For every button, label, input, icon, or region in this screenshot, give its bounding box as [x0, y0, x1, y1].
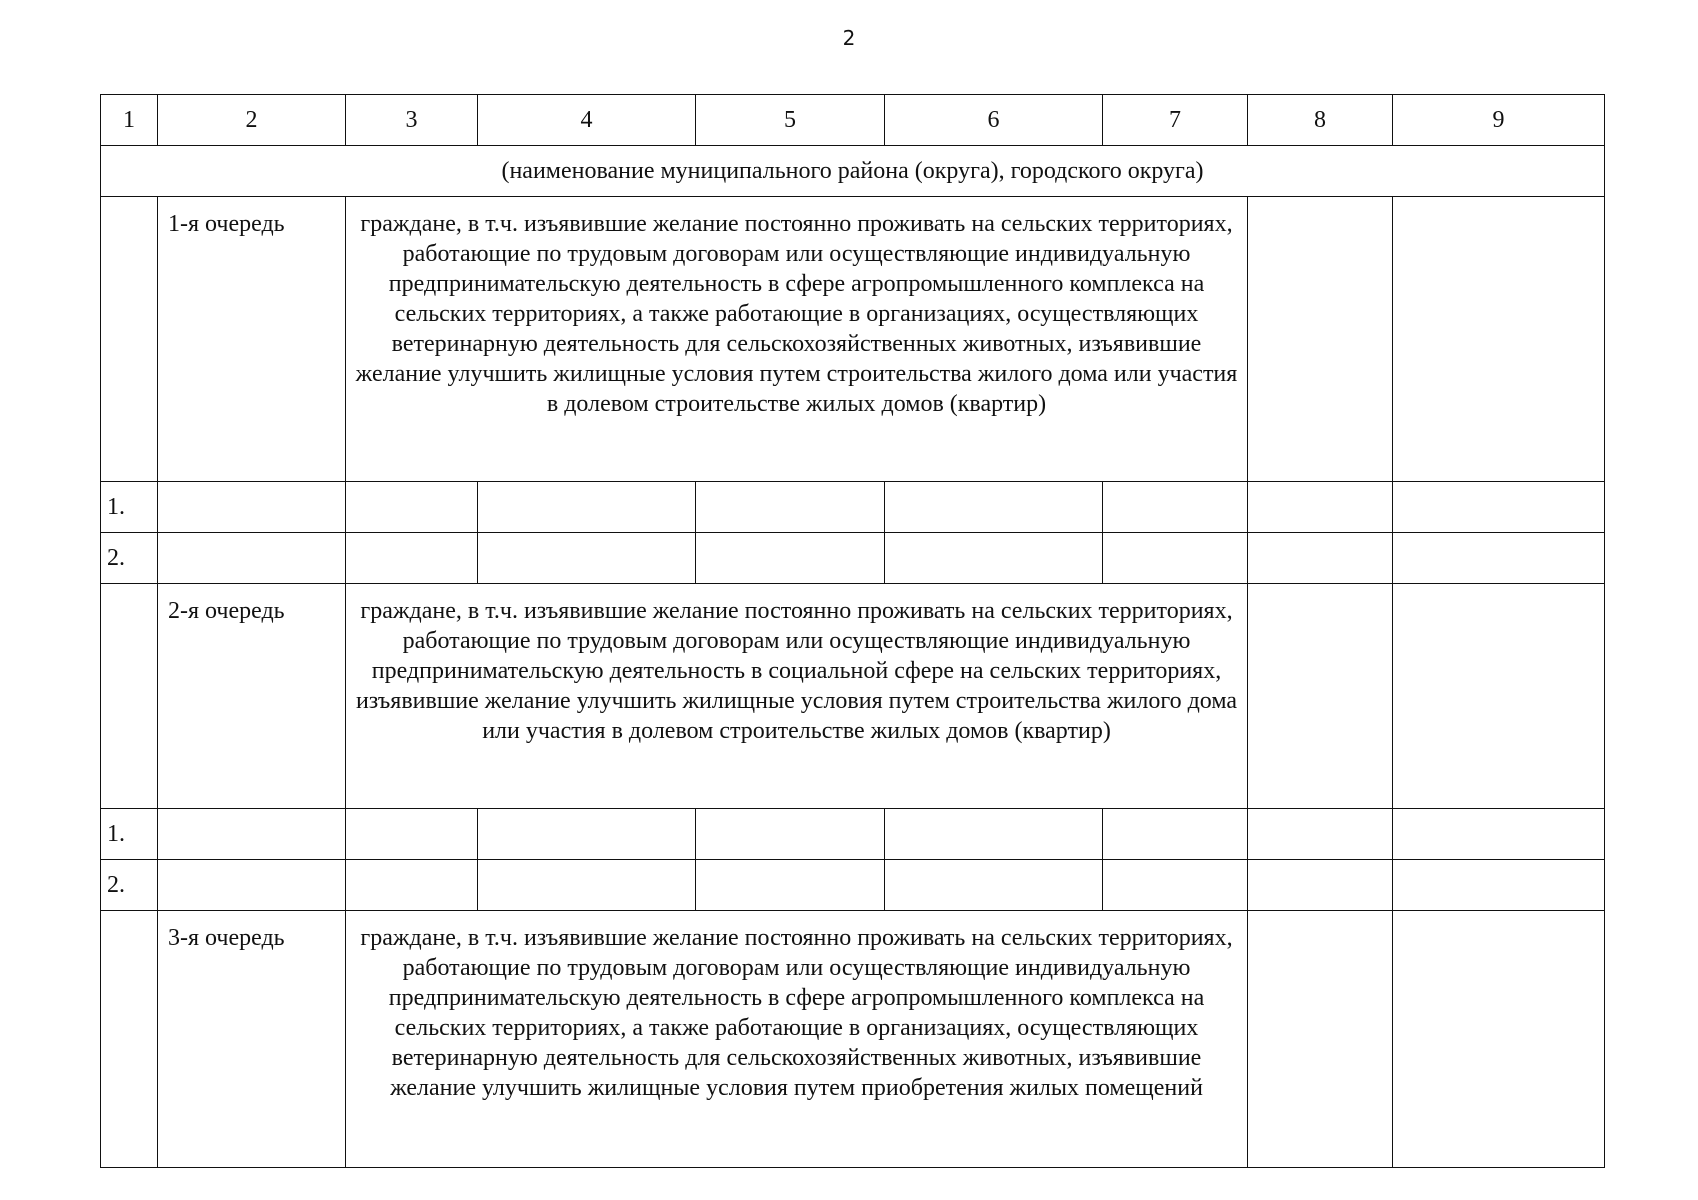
table-cell: [1103, 860, 1248, 911]
table-cell: [1393, 482, 1605, 533]
table-cell: [1248, 911, 1393, 1168]
row-number: 2.: [101, 860, 158, 911]
table-cell: [885, 860, 1103, 911]
column-header: 4: [478, 95, 696, 146]
page-number: 2: [842, 26, 856, 50]
table-row: [101, 482, 1605, 533]
table-cell: [1393, 584, 1605, 809]
table-cell: [1393, 197, 1605, 482]
queue-header-row: [101, 911, 1605, 1168]
table-cell: [696, 809, 885, 860]
table-row: [101, 860, 1605, 911]
queue-number-cell: [101, 584, 158, 809]
table-cell: [158, 809, 346, 860]
table-cell: [1103, 533, 1248, 584]
queue-number-cell: [101, 911, 158, 1168]
table-cell: [158, 533, 346, 584]
table-cell: [1393, 533, 1605, 584]
table-cell: [1393, 860, 1605, 911]
column-header: 5: [696, 95, 885, 146]
row-number: 1.: [101, 809, 158, 860]
table-cell: [696, 860, 885, 911]
queue-description: граждане, в т.ч. изъявившие желание постоянно проживать на сельских территориях, работающие по трудовым договорам или осуществляющие индивидуальную предпринимательскую деятельность в сфере агропромышленного комплекса на сельских территориях, а также работающие в организациях, осуществляющих ветеринарную деятельность для сельскохозяйственных животных, изъявившие желание улучшить жилищные условия путем приобретения жилых помещений: [346, 911, 1248, 1168]
column-header: 6: [885, 95, 1103, 146]
table-cell: [158, 860, 346, 911]
table-cell: [158, 482, 346, 533]
row-number: 2.: [101, 533, 158, 584]
table-cell: [1248, 809, 1393, 860]
column-header: 7: [1103, 95, 1248, 146]
table-cell: [346, 809, 478, 860]
column-header: 3: [346, 95, 478, 146]
queue-label: 3-я очередь: [158, 911, 346, 1168]
table-cell: [478, 482, 696, 533]
table-cell: [885, 533, 1103, 584]
table-cell: [1248, 482, 1393, 533]
table-cell: [1103, 482, 1248, 533]
table-cell: [885, 809, 1103, 860]
column-number-row: [101, 95, 1605, 146]
table-cell: [478, 809, 696, 860]
district-name-row: [101, 146, 1605, 197]
queue-header-row: [101, 584, 1605, 809]
table-row: [101, 809, 1605, 860]
queue-description: граждане, в т.ч. изъявившие желание постоянно проживать на сельских территориях, работающие по трудовым договорам или осуществляющие индивидуальную предпринимательскую деятельность в сфере агропромышленного комплекса на сельских территориях, а также работающие в организациях, осуществляющих ветеринарную деятельность для сельскохозяйственных животных, изъявившие желание улучшить жилищные условия путем строительства жилого дома или участия в долевом строительстве жилых домов (квартир): [346, 197, 1248, 482]
column-header: 9: [1393, 95, 1605, 146]
table-cell: [346, 482, 478, 533]
table-cell: [478, 860, 696, 911]
queue-label: 2-я очередь: [158, 584, 346, 809]
applicant-queue-table: [100, 94, 1605, 1168]
table-cell: [696, 533, 885, 584]
table-row: [101, 533, 1605, 584]
table-cell: [346, 860, 478, 911]
table-cell: [346, 533, 478, 584]
column-header: 8: [1248, 95, 1393, 146]
table-cell: [1103, 809, 1248, 860]
table-cell: [1248, 860, 1393, 911]
table-cell: [1393, 911, 1605, 1168]
table-cell: [1393, 809, 1605, 860]
table-cell: [478, 533, 696, 584]
row-number: 1.: [101, 482, 158, 533]
table-cell: [1248, 197, 1393, 482]
table-cell: [885, 482, 1103, 533]
queue-number-cell: [101, 197, 158, 482]
table-cell: [1248, 584, 1393, 809]
queue-header-row: [101, 197, 1605, 482]
queue-label: 1-я очередь: [158, 197, 346, 482]
district-name-label: (наименование муниципального района (округа), городского округа): [101, 146, 1605, 197]
queue-description: граждане, в т.ч. изъявившие желание постоянно проживать на сельских территориях, работающие по трудовым договорам или осуществляющие индивидуальную предпринимательскую деятельность в социальной сфере на сельских территориях, изъявившие желание улучшить жилищные условия путем строительства жилого дома или участия в долевом строительстве жилых домов (квартир): [346, 584, 1248, 809]
column-header: 2: [158, 95, 346, 146]
table-cell: [1248, 533, 1393, 584]
table-cell: [696, 482, 885, 533]
column-header: 1: [101, 95, 158, 146]
